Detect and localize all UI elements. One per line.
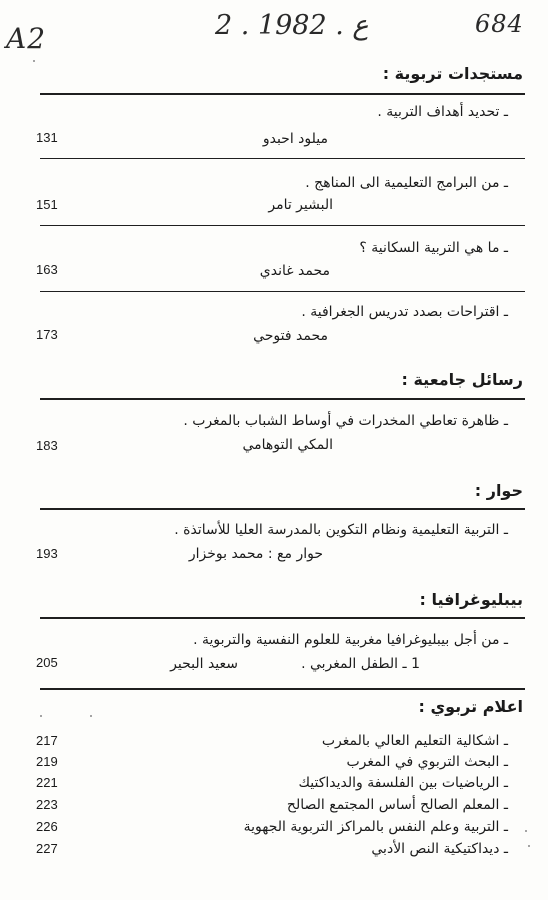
entry-author: المكي التوهامي [242, 437, 333, 453]
entry-author: سعيد البحير [170, 656, 238, 672]
scan-speck [33, 60, 35, 62]
divider [40, 688, 525, 690]
section-heading-bibliography: بيبليوغرافيا : [419, 590, 523, 609]
entry-author: حوار مع : محمد بوخزار [188, 546, 323, 562]
entry-title: ـ من أجل بيبليوغرافيا مغربية للعلوم النفسية والتربوية . [193, 632, 508, 648]
page-number: 219 [36, 754, 58, 769]
figure-title: ـ المعلم الصالح أساس المجتمع الصالح [286, 797, 508, 813]
scan-speck [90, 715, 92, 717]
divider [40, 398, 525, 400]
divider [40, 93, 525, 95]
page-number: 221 [36, 775, 58, 790]
divider [40, 617, 525, 619]
divider [40, 225, 525, 226]
page-number: 205 [36, 655, 58, 670]
handwritten-code: A2 [6, 22, 47, 55]
page-number: 217 [36, 733, 58, 748]
scan-speck [525, 830, 527, 832]
figure-title: ـ ديداكتيكية النص الأدبي [371, 841, 508, 857]
entry-title: ـ تحديد أهداف التربية . [377, 104, 508, 120]
figure-title: ـ اشكالية التعليم العالي بالمغرب [321, 733, 508, 749]
figure-title: ـ التربية وعلم النفس بالمراكز التربوية الجهوية [243, 819, 508, 835]
section-heading-dialogue: حوار : [474, 481, 523, 500]
entry-author: البشير تامر [268, 197, 333, 213]
entry-author: محمد غاندي [259, 263, 330, 279]
handwritten-date: 2 . ع . 1982 [215, 10, 369, 41]
page-number: 173 [36, 327, 58, 342]
page-number: 163 [36, 262, 58, 277]
entry-author: ميلود احبدو [262, 131, 328, 147]
section-heading-theses: رسائل جامعية : [401, 370, 523, 389]
entry-author: محمد فتوحي [253, 328, 328, 344]
section-heading-figures: اعلام تربوي : [418, 697, 523, 716]
section-heading-news: مستجدات تربوية : [382, 64, 523, 83]
entry-title: ـ التربية التعليمية ونظام التكوين بالمدرسة العليا للأساتذة . [174, 522, 508, 538]
figure-title: ـ الرياضيات بين الفلسفة والديداكتيك [298, 775, 508, 791]
divider [40, 291, 525, 292]
page-number: 223 [36, 797, 58, 812]
entry-title: ـ ظاهرة تعاطي المخدرات في أوساط الشباب بالمغرب . [183, 413, 508, 429]
scan-speck [528, 845, 530, 847]
page-number: 183 [36, 438, 58, 453]
entry-title: ـ اقتراحات بصدد تدريس الجغرافية . [301, 304, 508, 320]
page-number: 131 [36, 130, 58, 145]
figure-title: ـ البحث التربوي في المغرب [346, 754, 508, 770]
page-number: 193 [36, 546, 58, 561]
entry-subtitle: 1 ـ الطفل المغربي . [301, 656, 420, 672]
handwritten-number: 684 [475, 10, 524, 38]
page-number: 227 [36, 841, 58, 856]
entry-title: ـ ما هي التربية السكانية ؟ [359, 240, 508, 256]
page-number: 151 [36, 197, 58, 212]
scan-speck [40, 715, 42, 717]
entry-title: ـ من البرامج التعليمية الى المناهج . [305, 175, 508, 191]
divider [40, 508, 525, 510]
divider [40, 158, 525, 159]
page-number: 226 [36, 819, 58, 834]
